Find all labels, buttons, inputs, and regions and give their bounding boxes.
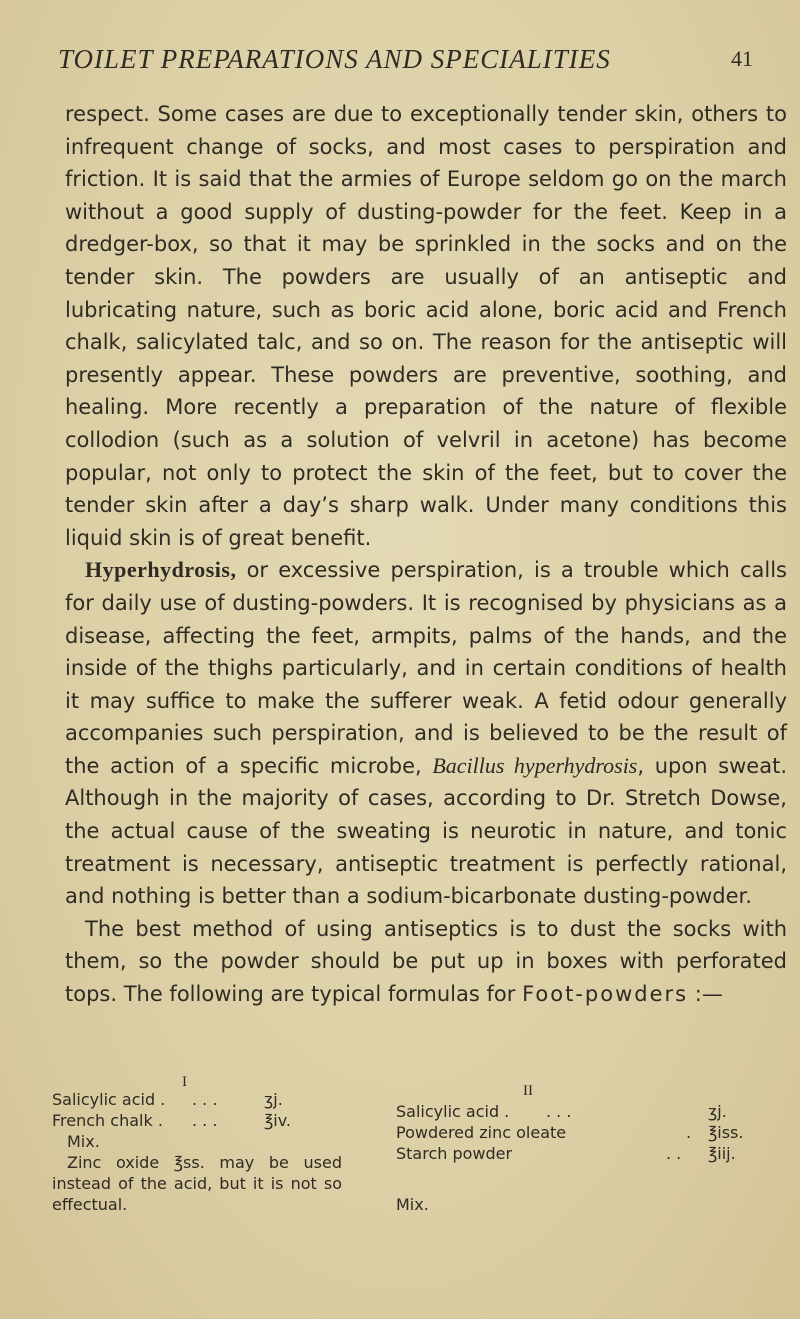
formula-2: [396, 1081, 756, 1281]
formula-2-number: II: [523, 1083, 533, 1099]
formula-1-number: I: [182, 1074, 187, 1090]
paragraph-3-text: The best method of using antiseptics is to dust the socks with them, so the powder should be put up in boxes with perforated tops. The following are typical formulas for: [65, 916, 787, 1007]
formula-1: [52, 1072, 352, 1272]
leader-dots: . . .: [192, 1111, 218, 1130]
ingredient-name: Powdered zinc oleate: [396, 1123, 567, 1142]
leader-dots: .: [686, 1123, 692, 1142]
ingredient-name: Salicylic acid .: [396, 1102, 510, 1121]
paragraph-3: [65, 913, 787, 1011]
ingredient-quantity: ʒj.: [264, 1090, 283, 1109]
paragraph-2-text-b: , upon sweat. Although in the majority of cases, according to Dr. Stretch Dowse, the actual cause of the sweating is neurotic in nature, and tonic treatment is necessary, antiseptic treatment is perfectly rational, and nothing is better than a sodium-bicarbonate dusting-powder.: [65, 753, 787, 909]
body-text: [65, 98, 787, 1011]
leader-dots: . . .: [192, 1090, 218, 1109]
formula-2-item: [396, 1101, 736, 1122]
paragraph-2: [65, 554, 787, 913]
ingredient-name: Salicylic acid .: [52, 1090, 166, 1109]
paragraph-1: respect. Some cases are due to exceptionally tender skin, others to infrequent change of socks, and most cases to perspiration and friction. It is said that the armies of Europe seldom go on the march without a good supply of dusting-powder for the feet. Keep in a dredger-box, so that it may be sprinkled in the socks and on the tender skin. The powders are usually of an antiseptic and lubricating nature, such as boric acid alone, boric acid and French chalk, salicylated talc, and so on. The reason for the antiseptic will presently appear. These powders are preventive, soothing, and healing. More recently a preparation of the nature of flexible collodion (such as a solution of velvril in acetone) has become popular, not only to protect the skin of the feet, but to cover the tender skin after a day’s sharp walk. Under many conditions this liquid skin is of great benefit.: [65, 102, 787, 550]
paragraph-2-text-a: or excessive perspiration, is a trouble which calls for daily use of dusting-powders. It is recognised by physicians as a disease, affecting the feet, armpits, palms of the hands, and the inside of the thighs particularly, and in certain conditions of health it may suffice to make the sufferer weak. A fetid odour generally accompanies such perspiration, and is believed to be the result of the action of a specific microbe,: [65, 558, 787, 778]
page-header: [0, 44, 800, 84]
formula-2-item: [396, 1143, 736, 1164]
formula-2-mix: Mix.: [396, 1195, 429, 1214]
formula-2-item: [396, 1122, 744, 1143]
ingredient-name: Starch powder: [396, 1144, 513, 1163]
ingredient-quantity: ʒj.: [708, 1102, 727, 1121]
ingredient-quantity: ℥iss.: [708, 1123, 744, 1142]
ingredient-name: French chalk .: [52, 1111, 163, 1130]
running-head: TOILET PREPARATIONS AND SPECIALITIES: [58, 44, 611, 74]
formula-1-item: [52, 1089, 342, 1110]
ingredient-quantity: ℥iv.: [264, 1111, 291, 1130]
ingredient-quantity: ℥iij.: [708, 1144, 736, 1163]
microbe-name: Bacillus hyperhydrosis: [432, 752, 638, 778]
foot-powders-heading: Foot-powders: [522, 982, 689, 1007]
page-number: 41: [731, 46, 753, 71]
leader-dots: . .: [666, 1144, 682, 1163]
formula-1-item: [52, 1110, 342, 1131]
formula-1-mix: Mix.: [67, 1132, 100, 1151]
leader-dots: . . .: [546, 1102, 572, 1121]
formula-1-note: Zinc oxide ℥ss. may be used instead of the acid, but it is not so effectual.: [52, 1153, 342, 1214]
paragraph-3-end: :—: [688, 982, 723, 1007]
term-hyperhydrosis: Hyperhydrosis,: [85, 557, 237, 583]
